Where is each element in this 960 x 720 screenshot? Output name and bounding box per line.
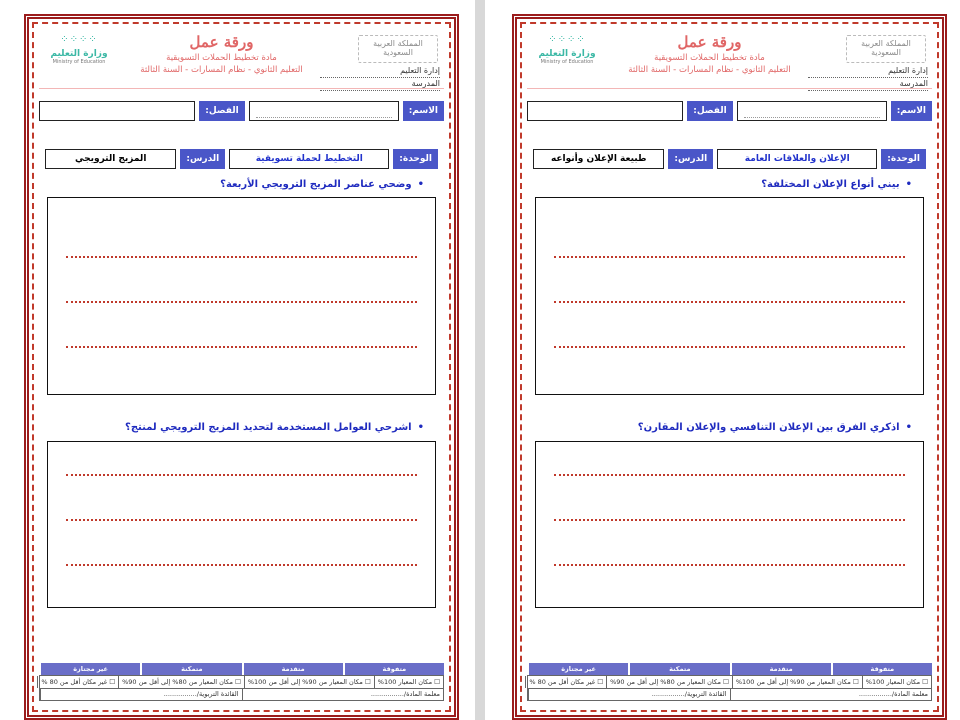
sheet-header [527, 29, 932, 89]
answer-line [66, 256, 417, 258]
unit-row [45, 149, 438, 169]
rubric-header [527, 663, 932, 675]
rubric-signatures [39, 689, 444, 701]
question-2 [638, 422, 912, 433]
ministry-name-en: Ministry of Education [52, 59, 106, 65]
kingdom-text: المملكة العربية السعودية [861, 39, 911, 57]
subject-line: مادة تخطيط الحملات التسويقية [166, 53, 277, 63]
answer-line [554, 564, 905, 566]
ministry-logo [531, 35, 603, 65]
answer-box-2[interactable] [535, 441, 924, 608]
answer-line [66, 474, 417, 476]
rubric-signatures [527, 689, 932, 701]
bullet-icon: • [905, 422, 912, 433]
worksheet-left [24, 14, 459, 720]
rubric-table [39, 663, 444, 703]
rubric-checkbox-3[interactable]: ☐ مكان المعيار من 80% إلى أقل من 90% [606, 676, 732, 688]
unit-label: الوحدة: [393, 149, 438, 169]
teacher-signature[interactable]: معلمة المادة/................ [730, 689, 932, 700]
lesson-value: المزيج الترويجي [45, 149, 176, 169]
sheet-header [39, 29, 444, 89]
header-fields [808, 65, 928, 91]
answer-line [66, 301, 417, 303]
ministry-logo-icon: ⁘⁘⁘⁘ [548, 34, 586, 45]
kingdom-text: المملكة العربية السعودية [373, 39, 423, 57]
subject-line: مادة تخطيط الحملات التسويقية [654, 53, 765, 63]
name-input[interactable] [737, 101, 887, 121]
bullet-icon: • [905, 179, 912, 190]
student-row [39, 101, 444, 121]
student-row [527, 101, 932, 121]
answer-line [554, 301, 905, 303]
answer-line [554, 474, 905, 476]
class-input[interactable] [527, 101, 683, 121]
rubric-level-3: متمكنة [628, 663, 729, 675]
field-school[interactable]: المدرسة [320, 78, 440, 91]
answer-line [554, 346, 905, 348]
supervisor-signature[interactable]: القائدة التربوية/................ [528, 689, 730, 700]
title-block [139, 33, 304, 75]
unit-row [533, 149, 926, 169]
bullet-icon: • [417, 179, 424, 190]
rubric-criteria [527, 675, 932, 689]
rubric-header [39, 663, 444, 675]
rubric-level-1: متفوقة [343, 663, 444, 675]
track-line: التعليم الثانوي - نظام المسارات - السنة الثالثة [628, 65, 791, 75]
class-input[interactable] [39, 101, 195, 121]
rubric-checkbox-1[interactable]: ☐ مكان المعيار 100% [374, 676, 443, 688]
rubric-level-4: غير مجتازة [39, 663, 140, 675]
rubric-checkbox-4[interactable]: ☐ غير مكان أقل من 80 % [525, 676, 606, 688]
rubric-checkbox-2[interactable]: ☐ مكان المعيار من 90% إلى أقل من 100% [244, 676, 374, 688]
title-block [627, 33, 792, 75]
field-directorate[interactable]: إدارة التعليم [320, 65, 440, 78]
question-1-text: بيني أنواع الإعلان المختلفة؟ [761, 179, 900, 190]
track-line: التعليم الثانوي - نظام المسارات - السنة الثالثة [140, 65, 303, 75]
rubric-level-2: متقدمة [730, 663, 831, 675]
rubric-level-3: متمكنة [140, 663, 241, 675]
supervisor-signature[interactable]: القائدة التربوية/................ [40, 689, 242, 700]
ministry-logo [43, 35, 115, 65]
kingdom-emblem [846, 35, 926, 63]
question-1 [761, 179, 912, 190]
answer-line [66, 564, 417, 566]
rubric-level-4: غير مجتازة [527, 663, 628, 675]
rubric-checkbox-3[interactable]: ☐ مكان المعيار من 80% إلى أقل من 90% [118, 676, 244, 688]
lesson-value: طبيعة الإعلان وأنواعه [533, 149, 664, 169]
name-label: الاسم: [403, 101, 444, 121]
field-directorate[interactable]: إدارة التعليم [808, 65, 928, 78]
rubric-level-1: متفوقة [831, 663, 932, 675]
answer-box-1[interactable] [535, 197, 924, 395]
question-1 [220, 179, 424, 190]
lesson-label: الدرس: [668, 149, 713, 169]
worksheet-title: ورقة عمل [677, 33, 742, 51]
answer-line [66, 346, 417, 348]
worksheet-right [512, 14, 947, 720]
ministry-name-ar: وزارة التعليم [538, 49, 596, 59]
question-2-text: اذكري الفرق بين الإعلان التنافسي والإعلان المقارن؟ [637, 422, 900, 433]
ministry-logo-icon: ⁘⁘⁘⁘ [60, 34, 98, 45]
unit-label: الوحدة: [881, 149, 926, 169]
kingdom-emblem [358, 35, 438, 63]
question-2 [125, 422, 424, 433]
rubric-table [527, 663, 932, 703]
name-input[interactable] [249, 101, 399, 121]
unit-value: التخطيط لحملة تسويقية [229, 149, 389, 169]
page-gap [475, 0, 485, 720]
rubric-criteria [39, 675, 444, 689]
lesson-label: الدرس: [180, 149, 225, 169]
ministry-name-ar: وزارة التعليم [50, 49, 108, 59]
unit-value: الإعلان والعلاقات العامة [717, 149, 877, 169]
answer-line [66, 519, 417, 521]
class-label: الفصل: [199, 101, 244, 121]
name-label: الاسم: [891, 101, 932, 121]
answer-box-1[interactable] [47, 197, 436, 395]
answer-box-2[interactable] [47, 441, 436, 608]
rubric-level-2: متقدمة [242, 663, 343, 675]
question-2-text: اشرحي العوامل المستخدمة لتحديد المزيج الترويجي لمنتج؟ [125, 422, 412, 433]
rubric-checkbox-4[interactable]: ☐ غير مكان أقل من 80 % [37, 676, 118, 688]
answer-line [554, 256, 905, 258]
rubric-checkbox-2[interactable]: ☐ مكان المعيار من 90% إلى أقل من 100% [732, 676, 862, 688]
bullet-icon: • [417, 422, 424, 433]
question-1-text: وضحي عناصر المزيج الترويجي الأربعة؟ [220, 179, 412, 190]
field-school[interactable]: المدرسة [808, 78, 928, 91]
answer-line [554, 519, 905, 521]
class-label: الفصل: [687, 101, 732, 121]
teacher-signature[interactable]: معلمة المادة/................ [242, 689, 444, 700]
ministry-name-en: Ministry of Education [540, 59, 594, 65]
header-fields [320, 65, 440, 91]
rubric-checkbox-1[interactable]: ☐ مكان المعيار 100% [862, 676, 931, 688]
worksheet-title: ورقة عمل [189, 33, 254, 51]
